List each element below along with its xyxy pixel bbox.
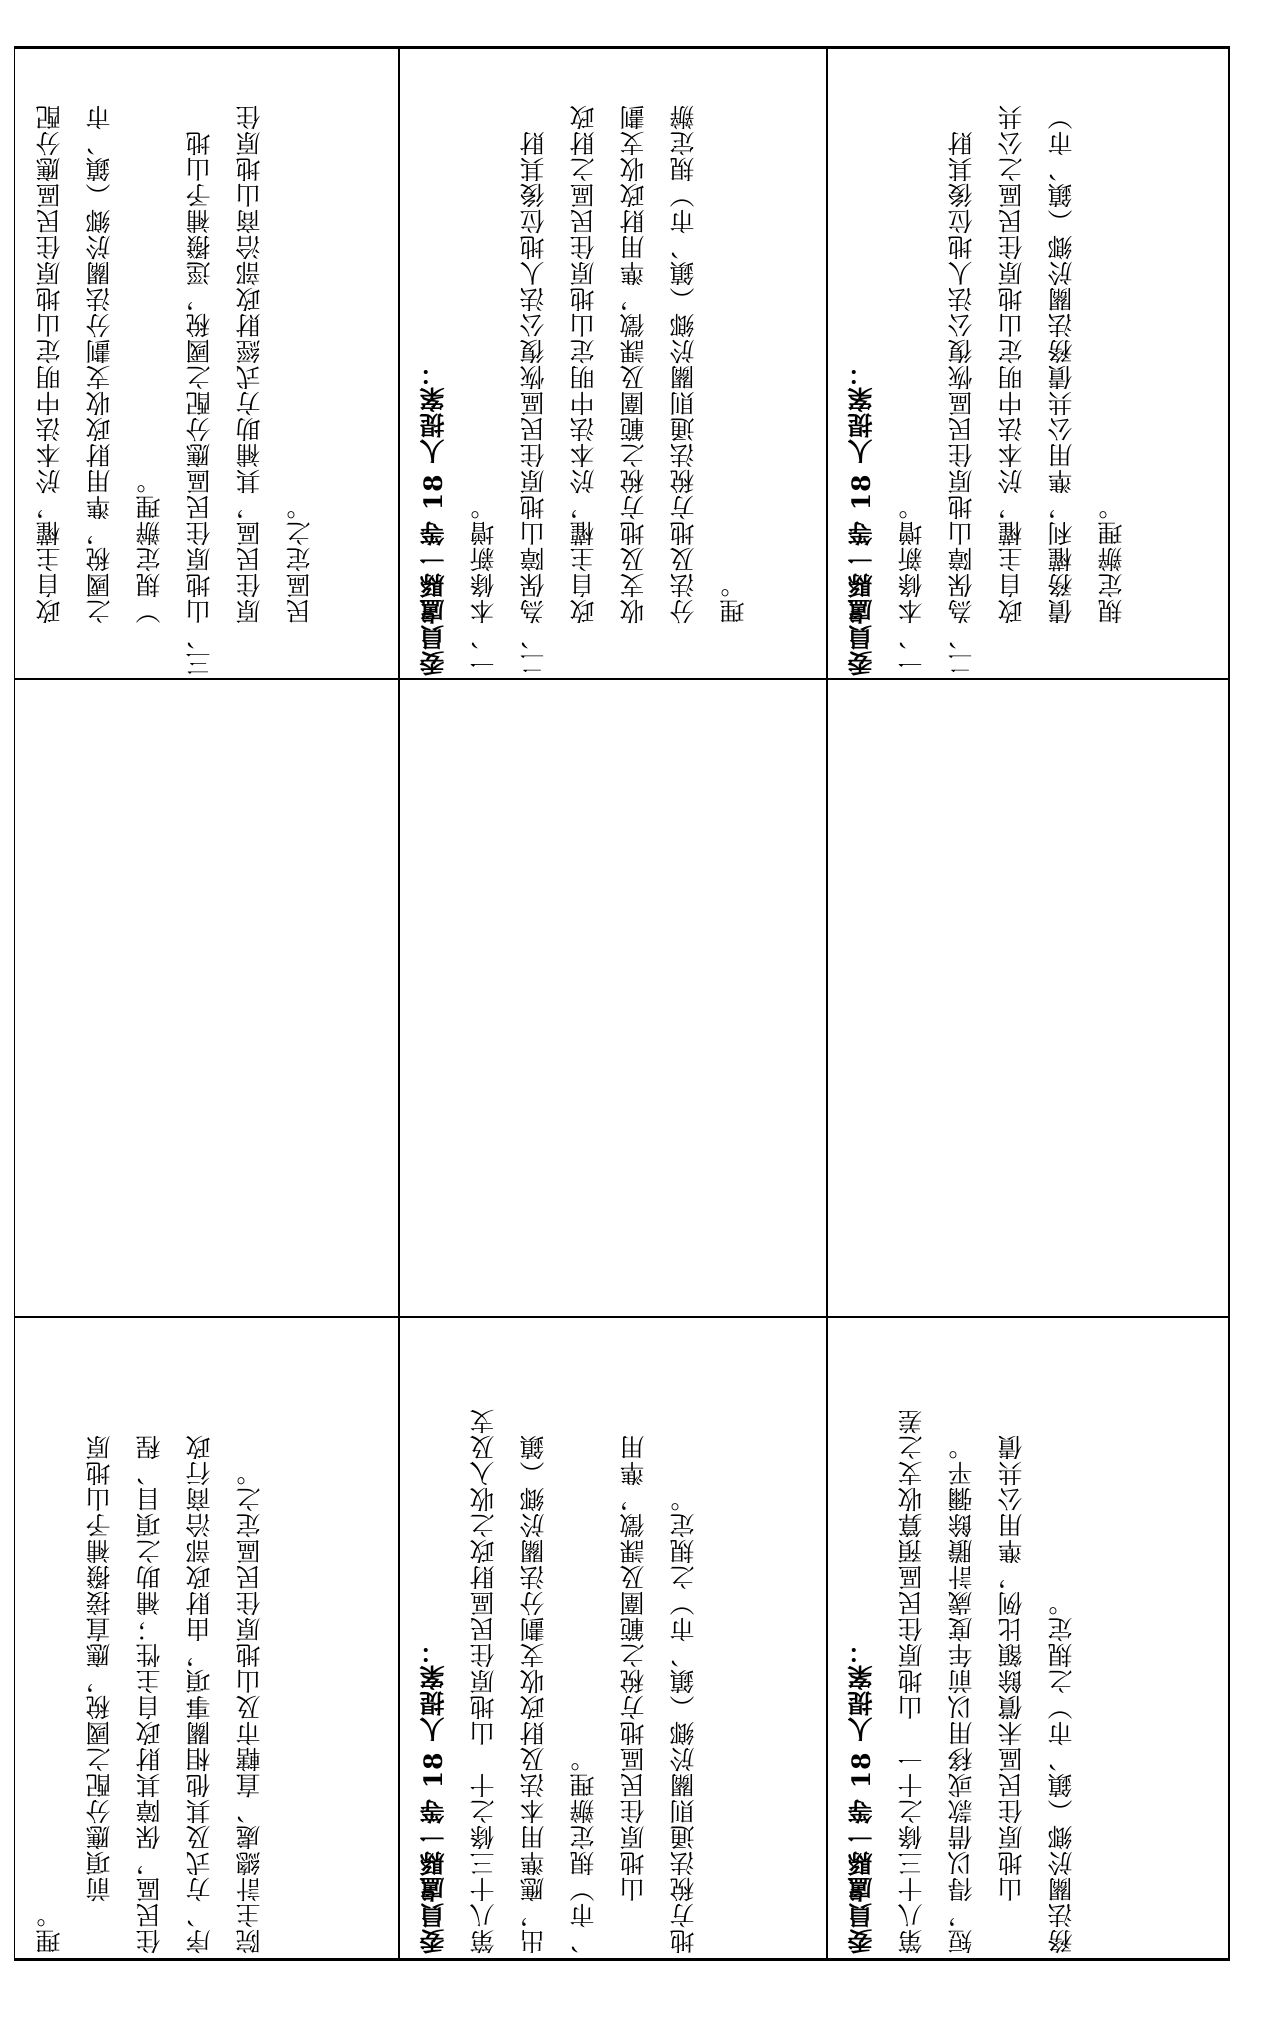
top-border xyxy=(14,46,1228,49)
row3-left-line-5: 務法關於鄉（鎮、市）之規定。 xyxy=(1047,1590,1076,1954)
row1-left-line-2: 前項應分配之國稅，應直接撥補予山地原 xyxy=(85,1434,114,1954)
row2-right-line-6: 分法及地方稅法通則關於鄉（鎮、市）規定辦 xyxy=(669,104,698,676)
row2-right-cell xyxy=(402,50,822,676)
row1-left-line-4: 序、方式及其他相關事項，由財政部洽商行政 xyxy=(185,1434,214,1954)
row2-left-proposer: 委員盧縣一等 18 人提案： xyxy=(419,1637,448,1954)
row3-right-line-4: 政自主權，於本法中明定山地原住民區之公共 xyxy=(997,104,1026,676)
row3-left-line-2: 第八十三條之十一 山地原住民區預算收支之差 xyxy=(897,1408,926,1954)
row1-right-line-3: ）規定辦理。 xyxy=(135,468,164,676)
row3-right-proposer: 委員盧縣一等 18 人提案： xyxy=(847,359,876,676)
row2-right-proposer: 委員盧縣一等 18 人提案： xyxy=(419,359,448,676)
row1-right-line-2: 之國稅，準用財政收支劃分法關於鄉（鎮、市 xyxy=(85,104,114,676)
right-edge xyxy=(1228,46,1230,1961)
row2-left-line-5: 山地原住民區地方稅之範圍及課徵，準用 xyxy=(619,1434,648,1954)
row2-right-line-5: 收支及地方稅之範圍及課徵，準用財政收支劃 xyxy=(619,104,648,676)
row1-right-line-1: 政自主權，於本法中明定山地原住民區應分配 xyxy=(35,104,64,676)
bottom-border xyxy=(14,1958,1228,1961)
row1-right-line-6: 民區定之。 xyxy=(285,494,314,676)
row3-right-line-3: 二、為保障山地原住民區恢復公法人地位後其財 xyxy=(947,130,976,676)
row1-right-line-5: 原住民區，其補助方式經財政部洽商山地原住 xyxy=(235,104,264,676)
row2-left-line-4: 、市）規定辦理。 xyxy=(569,1746,598,1954)
row2-left-line-3: 出，應準用本法及財政收支劃分法關於鄉（鎮 xyxy=(519,1434,548,1954)
column-divider-right xyxy=(14,678,1228,680)
row2-right-line-4: 政自主權，於本法中明定山地原住民區之財政 xyxy=(569,104,598,676)
left-edge xyxy=(14,46,15,1961)
row3-left-line-4: 山地原住民區未償餘額比例，準用公共債 xyxy=(997,1434,1026,1954)
row2-left-line-6: 地方稅法通則關於鄉（鎮、市）之規定。 xyxy=(669,1486,698,1954)
row3-right-line-6: 規定辦理。 xyxy=(1097,494,1126,676)
row1-left-line-3: 住民區，保障其財政自主性；補助之項目、程 xyxy=(135,1434,164,1954)
row3-right-line-2: 一、本條新增。 xyxy=(897,494,926,676)
row2-right-line-7: 理。 xyxy=(719,572,748,676)
row1-left-line-5: 院主計總處、直轄市及山地原住民區定之。 xyxy=(235,1460,264,1954)
row3-left-proposer: 委員盧縣一等 18 人提案： xyxy=(847,1637,876,1954)
row1-left-line-1: 理。 xyxy=(35,1902,64,1954)
row2-left-cell xyxy=(402,1318,822,1954)
row-divider-1 xyxy=(398,46,400,1961)
row2-left-line-2: 第八十三條之十 山地原住民區財政之收入及支 xyxy=(469,1408,498,1954)
row2-right-line-3: 二、為保障山地原住民區恢復公法人地位後其財 xyxy=(519,130,548,676)
row3-right-line-5: 債務權利，準用公共債務法關於鄉（鎮、市） xyxy=(1047,104,1076,676)
row2-right-line-2: 一、本條新增。 xyxy=(469,494,498,676)
row1-left-cell xyxy=(20,1318,392,1954)
row3-left-line-3: 短，得以借款或移用以前年度歲計賸餘彌平。 xyxy=(947,1434,976,1954)
row1-right-line-4: 三、山地原住民區應分配之國稅，逕撥補予山地 xyxy=(185,130,214,676)
row3-right-cell xyxy=(830,50,1224,676)
row-divider-2 xyxy=(826,46,828,1961)
row1-right-cell xyxy=(20,50,392,676)
row3-left-cell xyxy=(830,1318,1224,1954)
